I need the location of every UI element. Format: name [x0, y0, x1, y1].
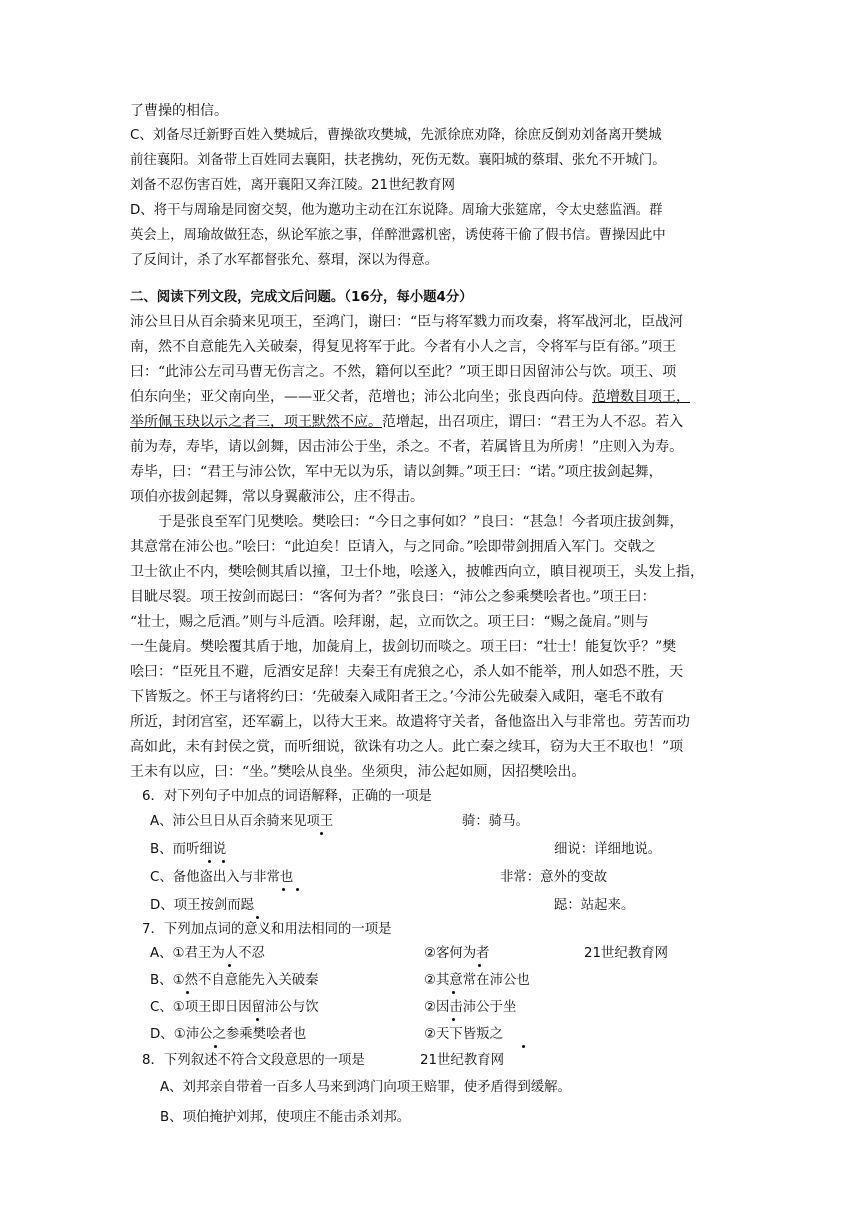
passage-line: 下皆叛之。怀王与诸将约曰：‘先破秦入咸阳者王之。’今沛公先破秦入咸阳，毫毛不敢有 [130, 689, 664, 705]
q6-option-c: C、备他盗出入与非常也 [150, 870, 294, 885]
q6-option-d-explanation: 跽：站起来。 [554, 898, 635, 913]
passage-line: 卫士欲止不内，樊哙侧其盾以撞，卫士仆地，哙遂入，披帷西向立，瞋目视项王，头发上指， [130, 564, 704, 580]
text-line: 前往襄阳。刘备带上百姓同去襄阳，扶老携幼，死伤无数。襄阳城的蔡瑁、张允不开城门。 [130, 153, 666, 168]
q7-option-c-1: C、①项王即日因留沛公与饮 [150, 1000, 319, 1015]
underlined-sentence: 举所佩玉玦以示之者三，项王默然不应。 [130, 414, 382, 430]
emphasis-dot [228, 964, 231, 967]
passage-line: 前为寿，寿毕，请以剑舞，因击沛公于坐，杀之。不者，若属皆且为所虏！”庄则入为寿。 [130, 439, 684, 455]
emphasis-dot [208, 860, 211, 863]
option-c-line: C、刘备尽迁新野百姓入樊城后，曹操欲攻樊城，先派徐庶劝降，徐庶反倒劝刘备离开樊城 [130, 128, 662, 143]
passage-line: 寿毕，曰：“君王与沛公饮，军中无以为乐，请以剑舞。”项王曰：“诺。”项庄拔剑起舞， [130, 464, 663, 480]
emphasis-dot [186, 991, 189, 994]
passage-text: 伯东向坐；亚父南向坐，——亚父者，范增也；沛公北向坐；张良西向侍。 [130, 389, 592, 405]
passage-line: 目眦尽裂。项王按剑而跽曰：“客何为者？”张良曰：“沛公之参乘樊哙者也。”项王曰： [130, 589, 656, 605]
passage-text: 范增起，出召项庄，谓曰：“君王为人不忍。若入 [382, 414, 684, 430]
passage-line: 一生彘肩。樊哙覆其盾于地，加彘肩上，拔剑切而啖之。项王曰：“壮士！能复饮乎？”樊 [130, 639, 677, 655]
q7-option-c-2: ②因击沛公于坐 [424, 1000, 517, 1015]
passage-line: 曰：“此沛公左司马曹无伤言之。不然，籍何以至此？”项王即日因留沛公与饮。项王、项 [130, 364, 677, 380]
passage-line: 王未有以应，曰：“坐。”樊哙从良坐。坐须臾，沛公起如厕，因招樊哙出。 [130, 764, 586, 780]
watermark-text: 21世纪教育网 [420, 1053, 504, 1068]
emphasis-dot [256, 1018, 259, 1021]
q6-option-a-explanation: 骑：骑马。 [462, 814, 529, 829]
emphasis-dot [256, 916, 259, 919]
passage-line: 于是张良至军门见樊哙。樊哙曰：“今日之事何如？”良曰：“甚急！今者项庄拔剑舞， [130, 514, 684, 530]
passage-line: 沛公旦日从百余骑来见项王，至鸿门，谢曰：“臣与将军戮力而攻秦，将军战河北，臣战河 [130, 314, 684, 330]
passage-line: “壮士，赐之卮酒。”则与斗卮酒。哙拜谢，起，立而饮之。项王曰：“赐之彘肩。”则与 [130, 614, 649, 630]
passage-line: 高如此，未有封侯之赏，而听细说，欲诛有功之人。此亡秦之续耳，窃为大王不取也！”项 [130, 739, 684, 755]
section-heading: 二、阅读下列文段，完成文后问题。（16分，每小题4分） [130, 290, 473, 305]
text-line: 了曹操的相信。 [130, 103, 228, 119]
q7-option-b-2: ②其意常在沛公也 [424, 973, 530, 988]
q6-option-d: D、项王按剑而跽 [150, 898, 255, 913]
passage-line: 南，然不自意能先入关破秦，得复见将军于此。今者有小人之言，令将军与臣有郤。”项王 [130, 339, 677, 355]
emphasis-dot [222, 860, 225, 863]
q6-option-b-explanation: 细说：详细地说。 [554, 842, 662, 857]
q7-option-a-2: ②客何为者 [424, 946, 490, 961]
underlined-sentence: 范增数目项王， [592, 389, 690, 405]
q7-option-b-1: B、①然不自意能先入关破秦 [150, 973, 319, 988]
passage-line: 其意常在沛公也。”哙曰：“此迫矣！臣请入，与之同命。”哙即带剑拥盾入军门。交戟之 [130, 539, 656, 555]
passage-line: 哙曰：“臣死且不避，卮酒安足辞！夫秦王有虎狼之心，杀人如不能举，刑人如恐不胜，天 [130, 664, 684, 680]
q6-option-b: B、而听细说 [150, 842, 227, 857]
passage-line: 项伯亦拔剑起舞，常以身翼蔽沛公，庄不得击。 [130, 489, 424, 505]
question-8-stem: 8．下列叙述不符合文段意思的一项是 [142, 1053, 365, 1068]
text-line: 英会上，周瑜故做狂态，纵论军旅之事，佯醉泄露机密，诱使蒋干偷了假书信。曹操因此中 [130, 228, 666, 243]
text-line: 刘备不忍伤害百姓，离开襄阳又奔江陵。21世纪教育网 [130, 178, 456, 193]
q7-option-a-1: A、①君王为人不忍 [150, 946, 265, 961]
option-d-line: D、将干与周瑜是同窗交契，他为邀功主动在江东说降。周瑜大张筵席，令太史慈监酒。群 [130, 203, 663, 218]
emphasis-dot [522, 1045, 525, 1048]
passage-line [130, 387, 690, 407]
passage-line: 所近，封闭宫室，还军霸上，以待大王来。故遣将守关者，备他盗出入与非常也。劳苦而功 [130, 714, 690, 730]
q8-option-a: A、刘邦亲自带着一百多人马来到鸿门向项王赔罪，使矛盾得到缓解。 [160, 1080, 571, 1095]
emphasis-dot [320, 832, 323, 835]
emphasis-dot [214, 1045, 217, 1048]
q7-option-d-2: ②天下皆叛之 [424, 1027, 503, 1042]
emphasis-dot [452, 1018, 455, 1021]
question-6-stem: 6．对下列句子中加点的词语解释，正确的一项是 [142, 789, 432, 804]
watermark-text: 21世纪教育网 [584, 946, 668, 961]
emphasis-dot [282, 888, 285, 891]
q6-option-a: A、沛公旦日从百余骑来见项王 [150, 814, 334, 829]
emphasis-dot [296, 888, 299, 891]
passage-line [130, 412, 683, 432]
question-7-stem: 7．下列加点词的意义和用法相同的一项是 [142, 922, 392, 937]
text-line: 了反间计，杀了水军都督张允、蔡瑁，深以为得意。 [130, 253, 438, 268]
q7-option-d-1: D、①沛公之参乘樊哙者也 [150, 1027, 307, 1042]
q8-option-b: B、项伯掩护刘邦，使项庄不能击杀刘邦。 [160, 1110, 411, 1125]
emphasis-dot [452, 991, 455, 994]
emphasis-dot [478, 964, 481, 967]
q6-option-c-explanation: 非常：意外的变故 [500, 870, 608, 885]
